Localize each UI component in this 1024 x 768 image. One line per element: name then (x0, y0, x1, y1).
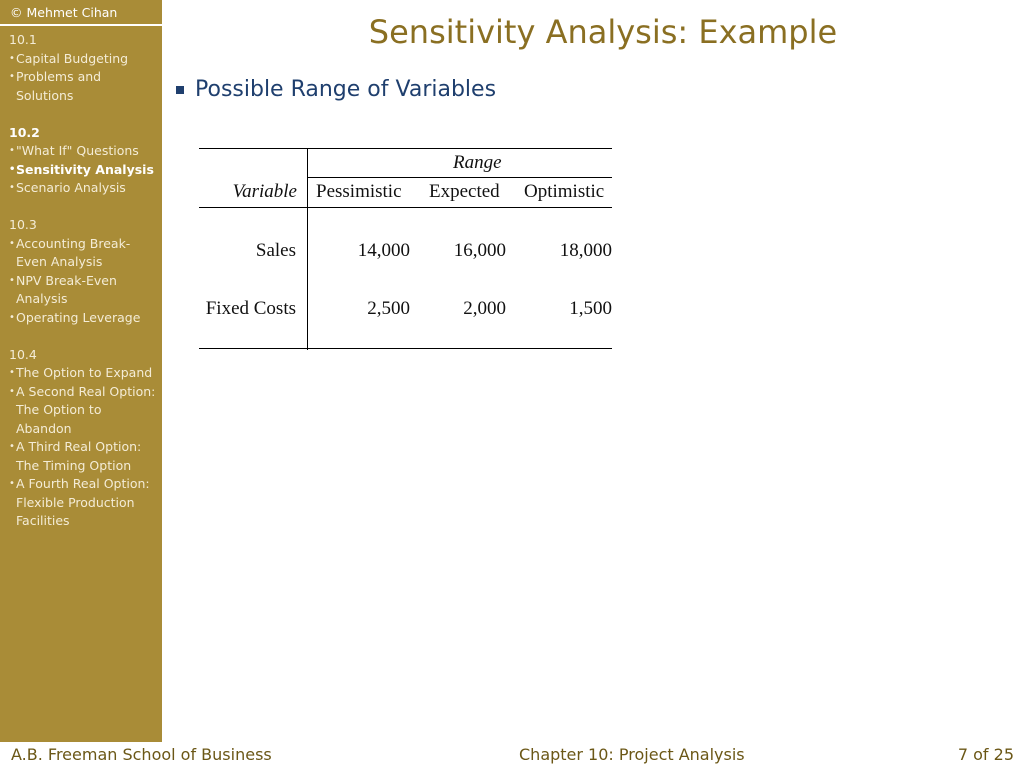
nav-section-10-4 (9, 346, 156, 531)
bullet-icon: • (9, 385, 15, 397)
row-label-sales: Sales (255, 240, 296, 261)
nav-item-option-to-expand[interactable] (9, 364, 156, 383)
cell-sales-pessimistic: 14,000 (357, 240, 410, 261)
column-header-pessimistic: Pessimistic (316, 181, 402, 202)
footer-school: A.B. Freeman School of Business (11, 745, 272, 764)
nav-item-label: The Option to Expand (16, 365, 153, 380)
footer (0, 742, 1024, 768)
nav-item-operating-leverage[interactable] (9, 309, 156, 328)
nav-section-title[interactable]: 10.3 (9, 217, 37, 232)
nav-item-timing-option[interactable] (9, 438, 156, 475)
nav-item-option-to-abandon[interactable] (9, 383, 156, 439)
nav-item-what-if-questions[interactable] (9, 142, 156, 161)
nav-item-accounting-break-even[interactable] (9, 235, 156, 272)
nav-section-10-1 (9, 31, 156, 105)
range-header: Range (453, 152, 502, 173)
table-bottom-rule (199, 348, 612, 349)
bullet-icon: • (9, 274, 15, 286)
nav-item-label: Accounting Break-Even Analysis (16, 235, 131, 269)
table-top-rule (199, 148, 612, 149)
nav-item-label: A Fourth Real Option: Flexible Production Facilities (16, 476, 150, 528)
nav-item-flexible-production[interactable] (9, 475, 156, 531)
sidebar-nav (0, 26, 162, 742)
slide-title: Sensitivity Analysis: Example (368, 13, 838, 51)
nav-section-title[interactable]: 10.4 (9, 346, 37, 362)
column-header-expected: Expected (429, 181, 500, 202)
table-header-rule (199, 207, 612, 208)
cell-fixed-costs-optimistic: 1,500 (569, 298, 612, 319)
bullet-icon: • (9, 163, 16, 175)
nav-item-label: Sensitivity Analysis (16, 161, 154, 177)
footer-chapter: Chapter 10: Project Analysis (519, 745, 745, 764)
nav-item-label: "What If" Questions (16, 143, 139, 158)
nav-item-label: NPV Break-Even Analysis (16, 272, 117, 306)
nav-section-10-3 (9, 216, 156, 327)
footer-page-number: 7 of 25 (957, 745, 1014, 764)
nav-item-problems-and-solutions[interactable] (9, 68, 156, 105)
bullet-icon: • (9, 182, 15, 193)
copyright-notice: © Mehmet Cihan (0, 0, 162, 25)
bullet-icon: • (9, 311, 15, 323)
nav-item-npv-break-even[interactable] (9, 272, 156, 309)
nav-item-label: Problems and Solutions (16, 69, 102, 103)
range-table (199, 148, 612, 351)
bullet-icon: • (9, 71, 15, 82)
nav-section-title[interactable]: 10.2 (9, 124, 40, 140)
bullet-icon: • (9, 52, 15, 64)
nav-item-label: Operating Leverage (16, 309, 141, 325)
bullet-icon: • (9, 145, 15, 156)
bullet-text: Possible Range of Variables (195, 77, 497, 102)
nav-item-label: Capital Budgeting (16, 50, 129, 66)
nav-item-label: A Third Real Option: The Timing Option (16, 439, 142, 473)
nav-item-capital-budgeting[interactable] (9, 50, 156, 69)
nav-section-10-2 (9, 124, 156, 198)
cell-fixed-costs-expected: 2,000 (463, 298, 506, 319)
bullet-point (176, 74, 496, 106)
variable-header: Variable (232, 181, 297, 202)
table-range-rule (307, 177, 612, 178)
bullet-icon: • (9, 478, 15, 489)
nav-item-label: Scenario Analysis (16, 180, 126, 195)
bullet-icon: • (9, 441, 15, 452)
nav-item-sensitivity-analysis[interactable] (9, 161, 156, 180)
column-header-optimistic: Optimistic (524, 181, 605, 202)
cell-sales-expected: 16,000 (453, 240, 506, 261)
row-label-fixed-costs: Fixed Costs (205, 298, 296, 319)
cell-fixed-costs-pessimistic: 2,500 (367, 298, 410, 319)
nav-item-label: A Second Real Option: The Option to Abandon (16, 383, 156, 436)
nav-item-scenario-analysis[interactable] (9, 179, 156, 198)
bullet-icon: • (9, 367, 15, 378)
bullet-icon: • (9, 237, 15, 249)
square-bullet-icon (176, 86, 184, 94)
cell-sales-optimistic: 18,000 (559, 240, 612, 261)
nav-section-title[interactable]: 10.1 (9, 32, 37, 47)
table-divider (307, 148, 308, 350)
